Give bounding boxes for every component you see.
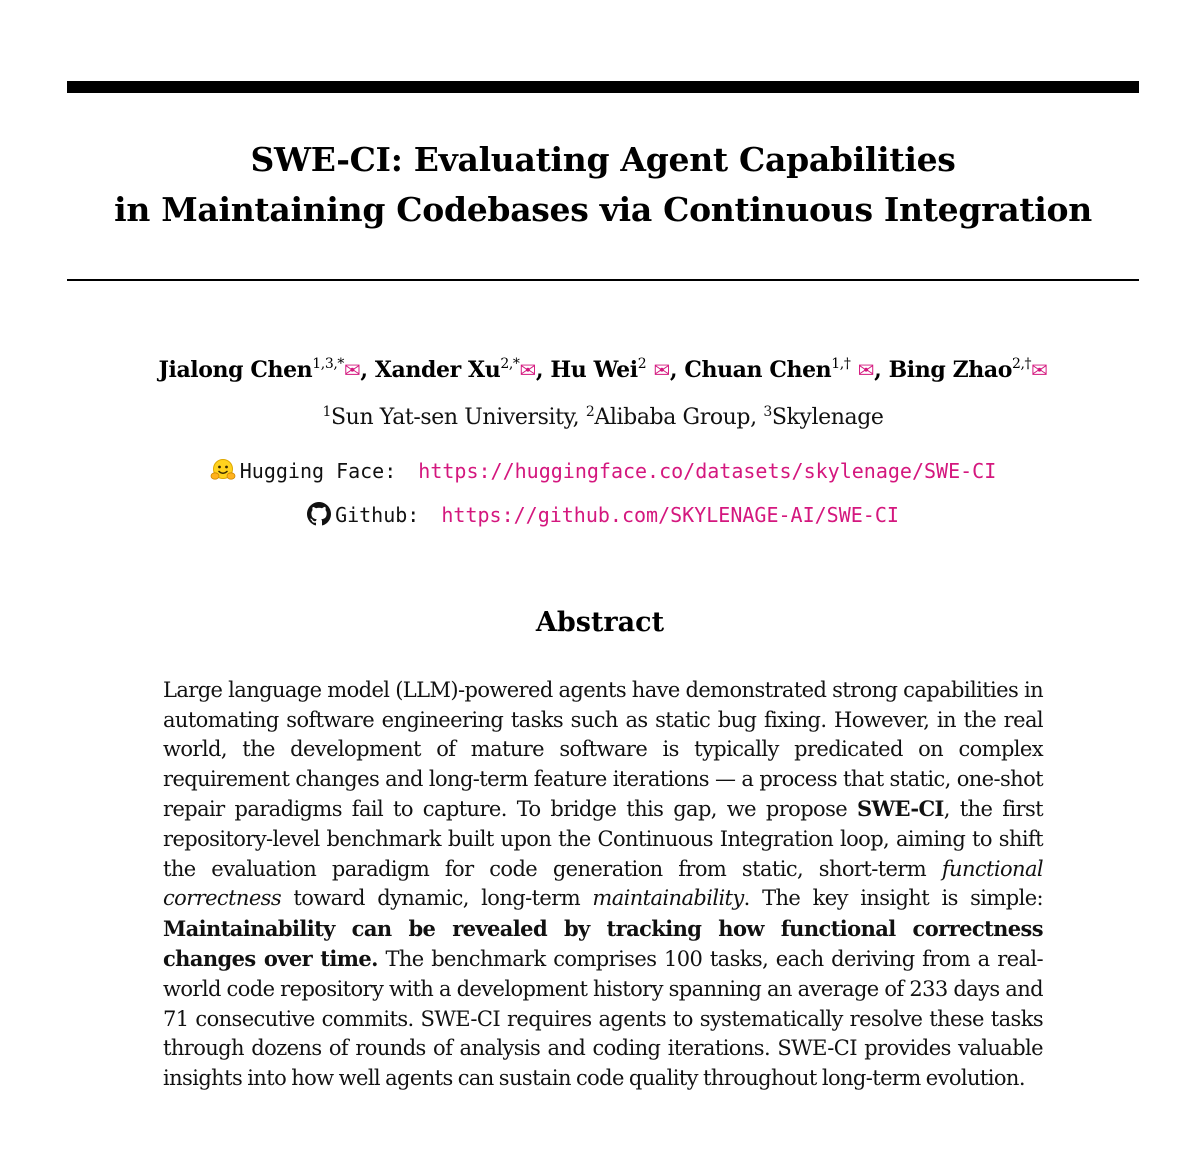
github-link-row (40, 500, 1166, 534)
abstract-bold-swe-ci: SWE-CI (856, 796, 944, 822)
abstract-text: , the first repository-level benchmark built upon the Continuous Integration loop, aiming to shift the evaluation paradigm for code generation from static, short-term (163, 797, 1043, 881)
affiliation-name: Sun Yat-sen University (331, 405, 573, 430)
huggingface-label: Hugging Face: (239, 459, 397, 483)
abstract-italic-term: maintainability (592, 886, 744, 911)
top-rule (67, 81, 1139, 93)
title-line-1: SWE-CI: Evaluating Agent Capabilities (250, 140, 956, 179)
author-name: Bing Zhao (888, 357, 1012, 383)
envelope-icon[interactable]: ✉ (519, 358, 536, 382)
huggingface-link-row (40, 456, 1166, 490)
author-name: Xander Xu (374, 357, 501, 383)
abstract-heading: Abstract (535, 607, 665, 638)
affiliation-name: Alibaba Group (594, 405, 751, 430)
author-name: Chuan Chen (684, 357, 832, 383)
affiliation-name: Skylenage (771, 405, 884, 430)
abstract-text: The benchmark comprises 100 tasks, each deriving from a real-world code repository with a development history spanning an average of 233 days and 71 consecutive commits. SWE-CI requires agents to systematically resolve these tasks through dozens of rounds of analysis and coding iterations. SWE-CI provides valuable insights into how well agents can sustain code quality throughout long-term evolution. (163, 947, 1043, 1090)
author-name: Jialong Chen (158, 357, 313, 383)
author-marks: 2,* (500, 356, 520, 372)
author-marks: 2 (637, 356, 647, 372)
abstract-text: toward dynamic, long-term (281, 886, 593, 911)
envelope-icon[interactable]: ✉ (344, 358, 361, 382)
envelope-icon[interactable]: ✉ (1031, 358, 1048, 382)
abstract-italic-term: functional correctness (163, 856, 1043, 911)
envelope-icon[interactable]: ✉ (857, 358, 875, 382)
affiliation-mark: 3 (763, 404, 772, 420)
title-rule (67, 279, 1139, 281)
title-line-2: in Maintaining Codebases via Continuous Integration (114, 190, 1092, 229)
paper-title (40, 135, 1166, 235)
author-name: Hu Wei (550, 357, 638, 383)
author-marks: 1,† (831, 356, 851, 372)
abstract-key-insight: Maintainability can be revealed by tracking how functional correctness changes over time. (163, 915, 1043, 972)
huggingface-url-link[interactable]: https://huggingface.co/datasets/skylenage/SWE-CI (418, 459, 997, 483)
affiliation-mark: 1 (322, 404, 331, 420)
hugging-face-icon (210, 458, 236, 490)
abstract-text: . The key insight is simple: (743, 886, 1044, 911)
envelope-icon[interactable]: ✉ (653, 358, 670, 382)
github-label: Github: (335, 503, 420, 527)
abstract-text: Large language model (LLM)-powered agents have demonstrated strong capabilities in automating software engineering tasks such as static bug fixing. However, in the real world, the development of mature software is typically predicated on complex requirement changes and long-term feature iterations — a process that static, one-shot repair paradigms fail to capture. To bridge this gap, we propose (163, 678, 1043, 822)
affiliation-mark: 2 (585, 404, 595, 420)
author-marks: 1,3,* (312, 356, 344, 372)
author-list: Jialong Chen$^{1,3,*}$✉, Xander $Xu^{2,*}✉$, Hu Wei$^2$ ✉, Chuan Chen$^{1,\dagger}$ ✉, Bing Zhao$^{2,\dagger}$✉ (158, 356, 1048, 383)
affiliations: $^1$Sun Yat-sen University, $^2$Alibaba Group, $^3$Skylenage (322, 404, 884, 430)
github-icon (307, 502, 331, 534)
abstract-body (163, 676, 1043, 1093)
author-marks: 2,† (1011, 356, 1032, 372)
github-url-link[interactable]: https://github.com/SKYLENAGE-AI/SWE-CI (441, 503, 899, 527)
